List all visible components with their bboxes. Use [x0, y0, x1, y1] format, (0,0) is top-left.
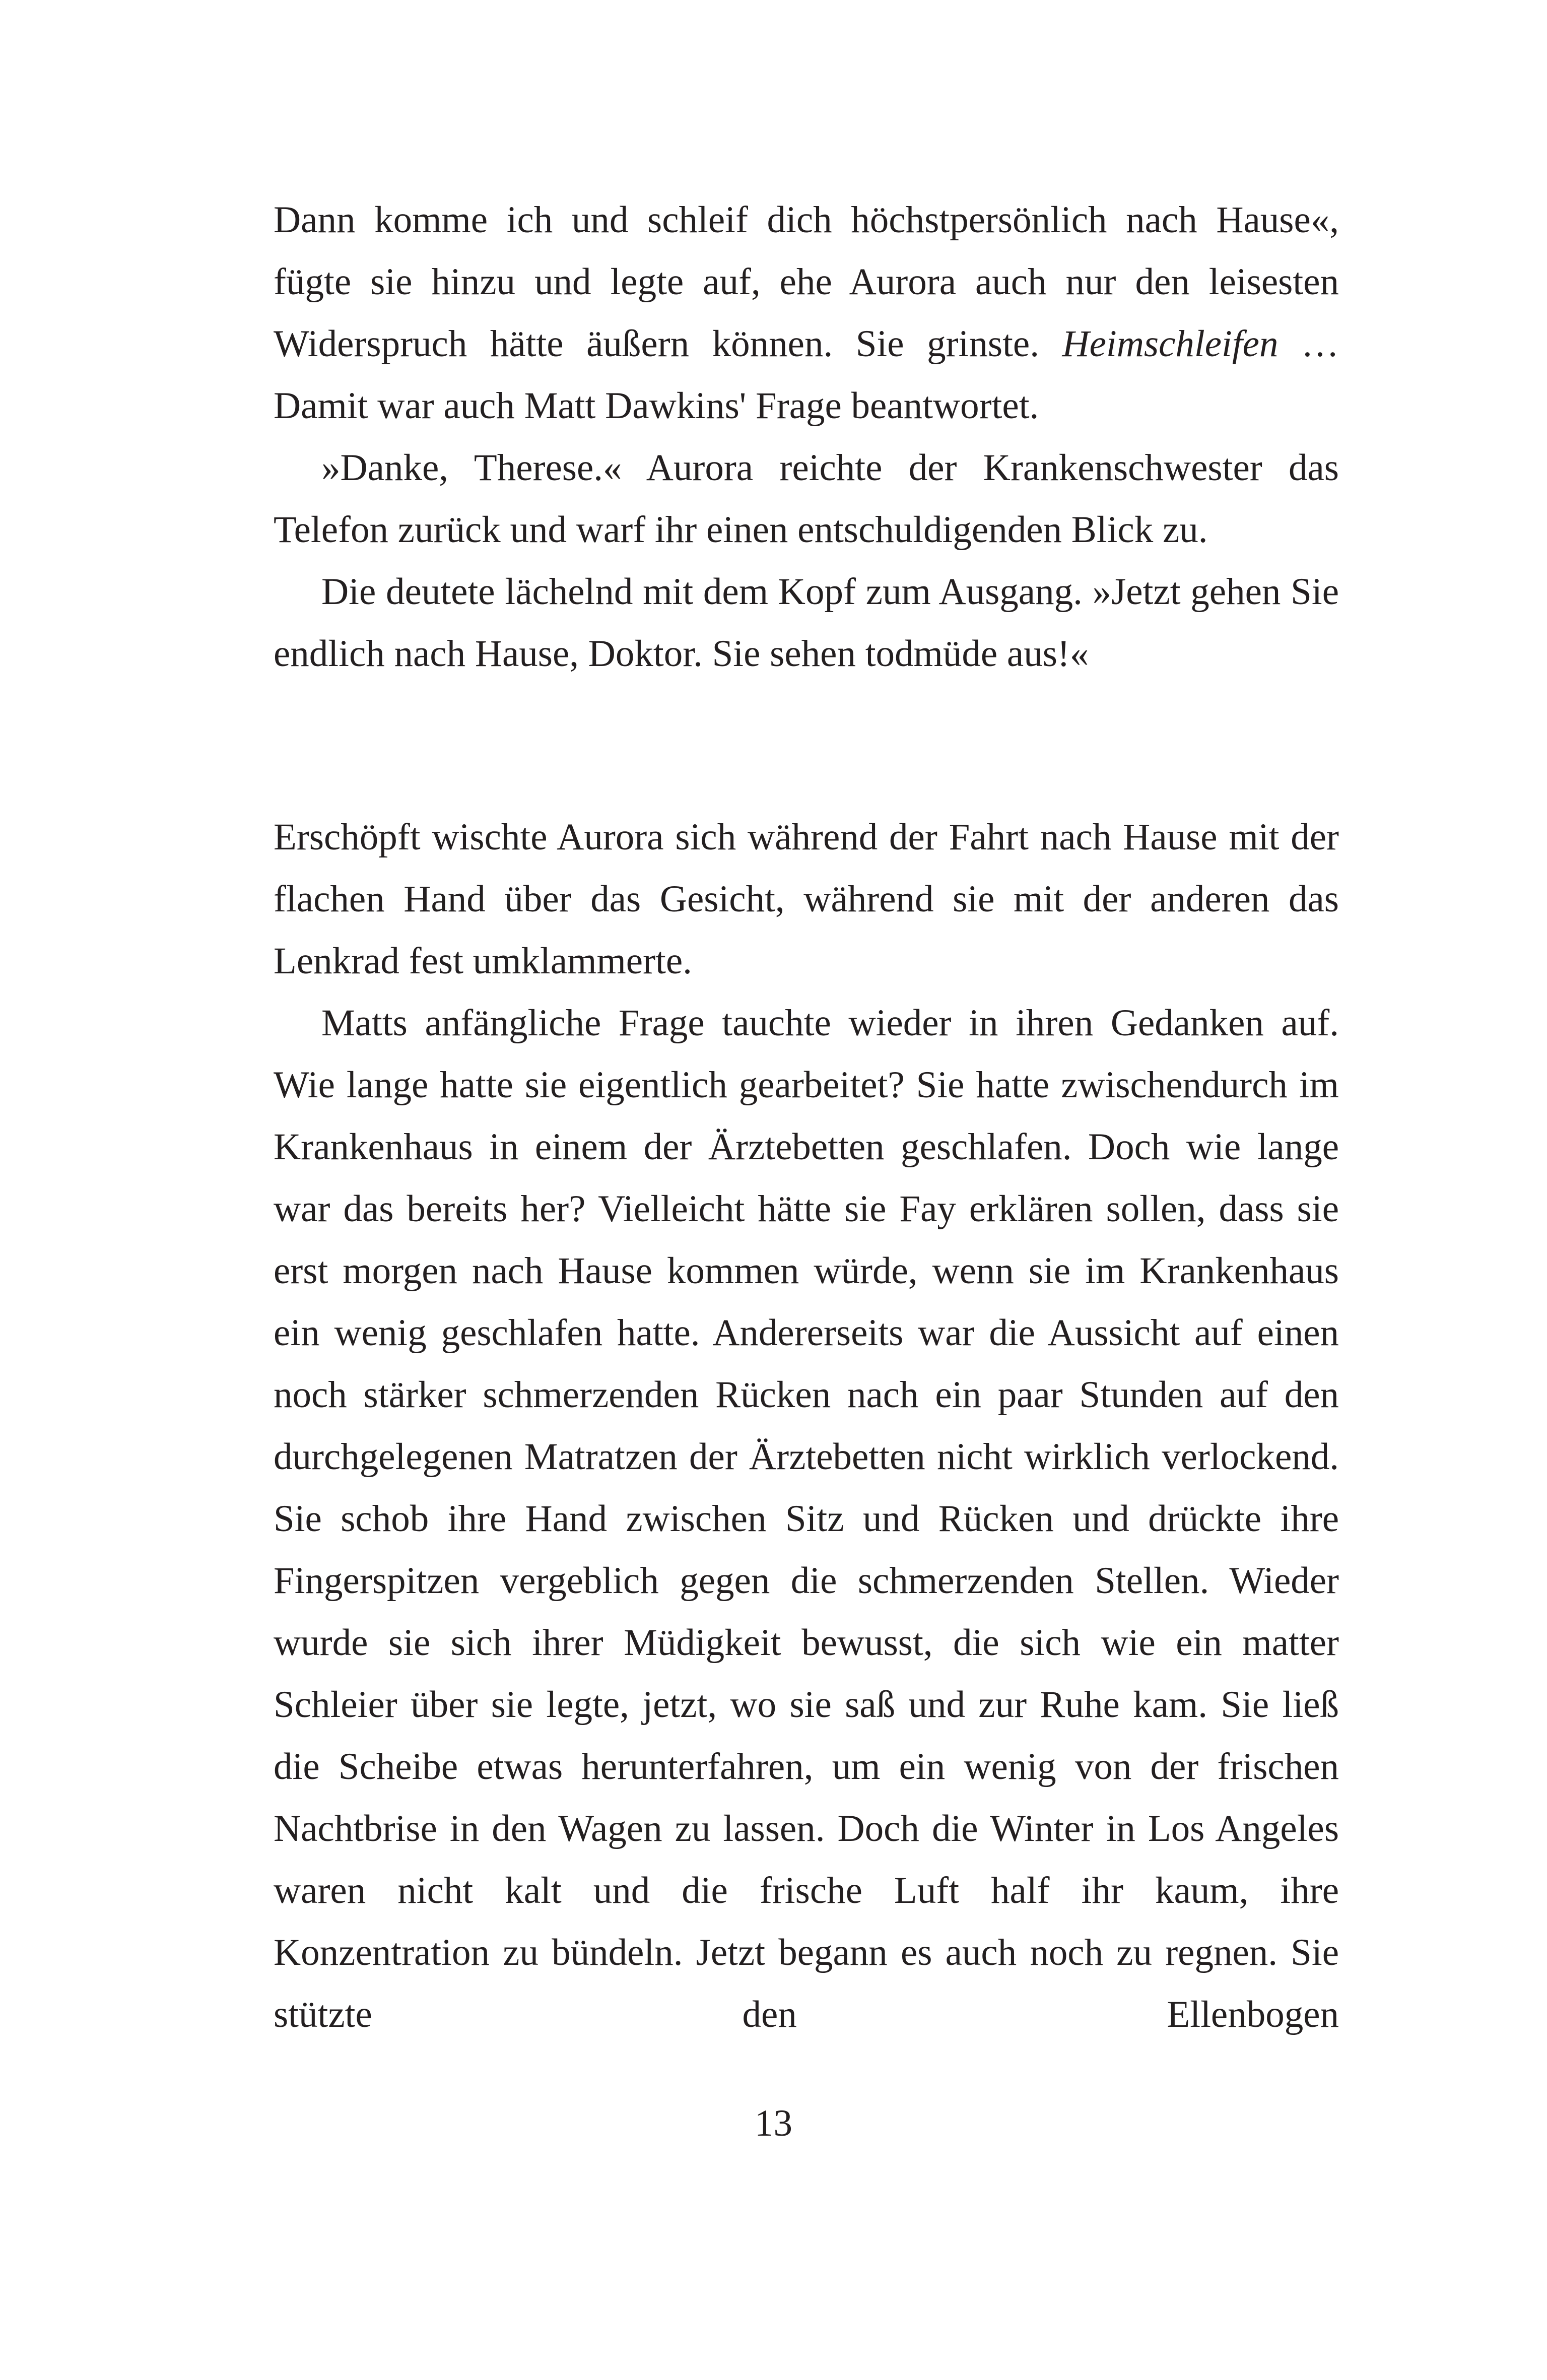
text-run: … Damit war auch Matt Dawkins' Frage beantwortet.: [274, 323, 1339, 427]
paragraph: [274, 561, 1339, 685]
text-section-1: [274, 189, 1339, 685]
paragraph: [274, 806, 1339, 992]
paragraph: [274, 189, 1339, 437]
page-number: 13: [755, 2102, 792, 2144]
text-run: Erschöpft wischte Aurora sich während der Fahrt nach Hause mit der flachen Hand über das Gesicht, während sie mit der anderen das Lenkrad fest umklammerte.: [274, 816, 1339, 982]
text-section-2: [274, 806, 1339, 2045]
paragraph: [274, 437, 1339, 561]
paragraph: [274, 992, 1339, 2045]
text-run: Die deutete lächelnd mit dem Kopf zum Ausgang. »Jetzt gehen Sie endlich nach Hause, Doktor. Sie sehen todmüde aus!«: [274, 571, 1339, 675]
text-run: »Danke, Therese.« Aurora reichte der Krankenschwester das Telefon zurück und warf ihr einen entschuldigenden Blick zu.: [274, 447, 1339, 551]
text-run: Matts anfängliche Frage tauchte wieder in ihren Gedanken auf. Wie lange hatte sie eigentlich gearbeitet? Sie hatte zwischendurch im Krankenhaus in einem der Ärztebetten geschlafen. Doch wie lange war das bereits her? Vielleicht hätte sie Fay erklären sollen, dass sie erst morgen nach Hause kommen würde, wenn sie im Krankenhaus ein wenig geschlafen hatte. Andererseits war die Aussicht auf einen noch stärker schmerzenden Rücken nach ein paar Stunden auf den durchgelegenen Matratzen der Ärztebetten nicht wirklich verlockend. Sie schob ihre Hand zwischen Sitz und Rücken und drückte ihre Fingerspitzen vergeblich gegen die schmerzenden Stellen. Wieder wurde sie sich ihrer Müdigkeit bewusst, die sich wie ein matter Schleier über sie legte, jetzt, wo sie saß und zur Ruhe kam. Sie ließ die Scheibe etwas herunterfahren, um ein wenig von der frischen Nachtbrise in den Wagen zu lassen. Doch die Winter in Los Angeles waren nicht kalt und die frische Luft half ihr kaum, ihre Konzentration zu bündeln. Jetzt begann es auch noch zu regnen. Sie stützte den Ellenbogen: [274, 1002, 1339, 2035]
italic-text-run: Heimschleifen: [1062, 323, 1279, 365]
text-run: Dann komme ich und schleif dich höchstpersönlich nach Hause«, fügte sie hinzu und legte auf, ehe Aurora auch nur den leisesten Widerspruch hätte äußern können. Sie grinste.: [274, 199, 1339, 365]
